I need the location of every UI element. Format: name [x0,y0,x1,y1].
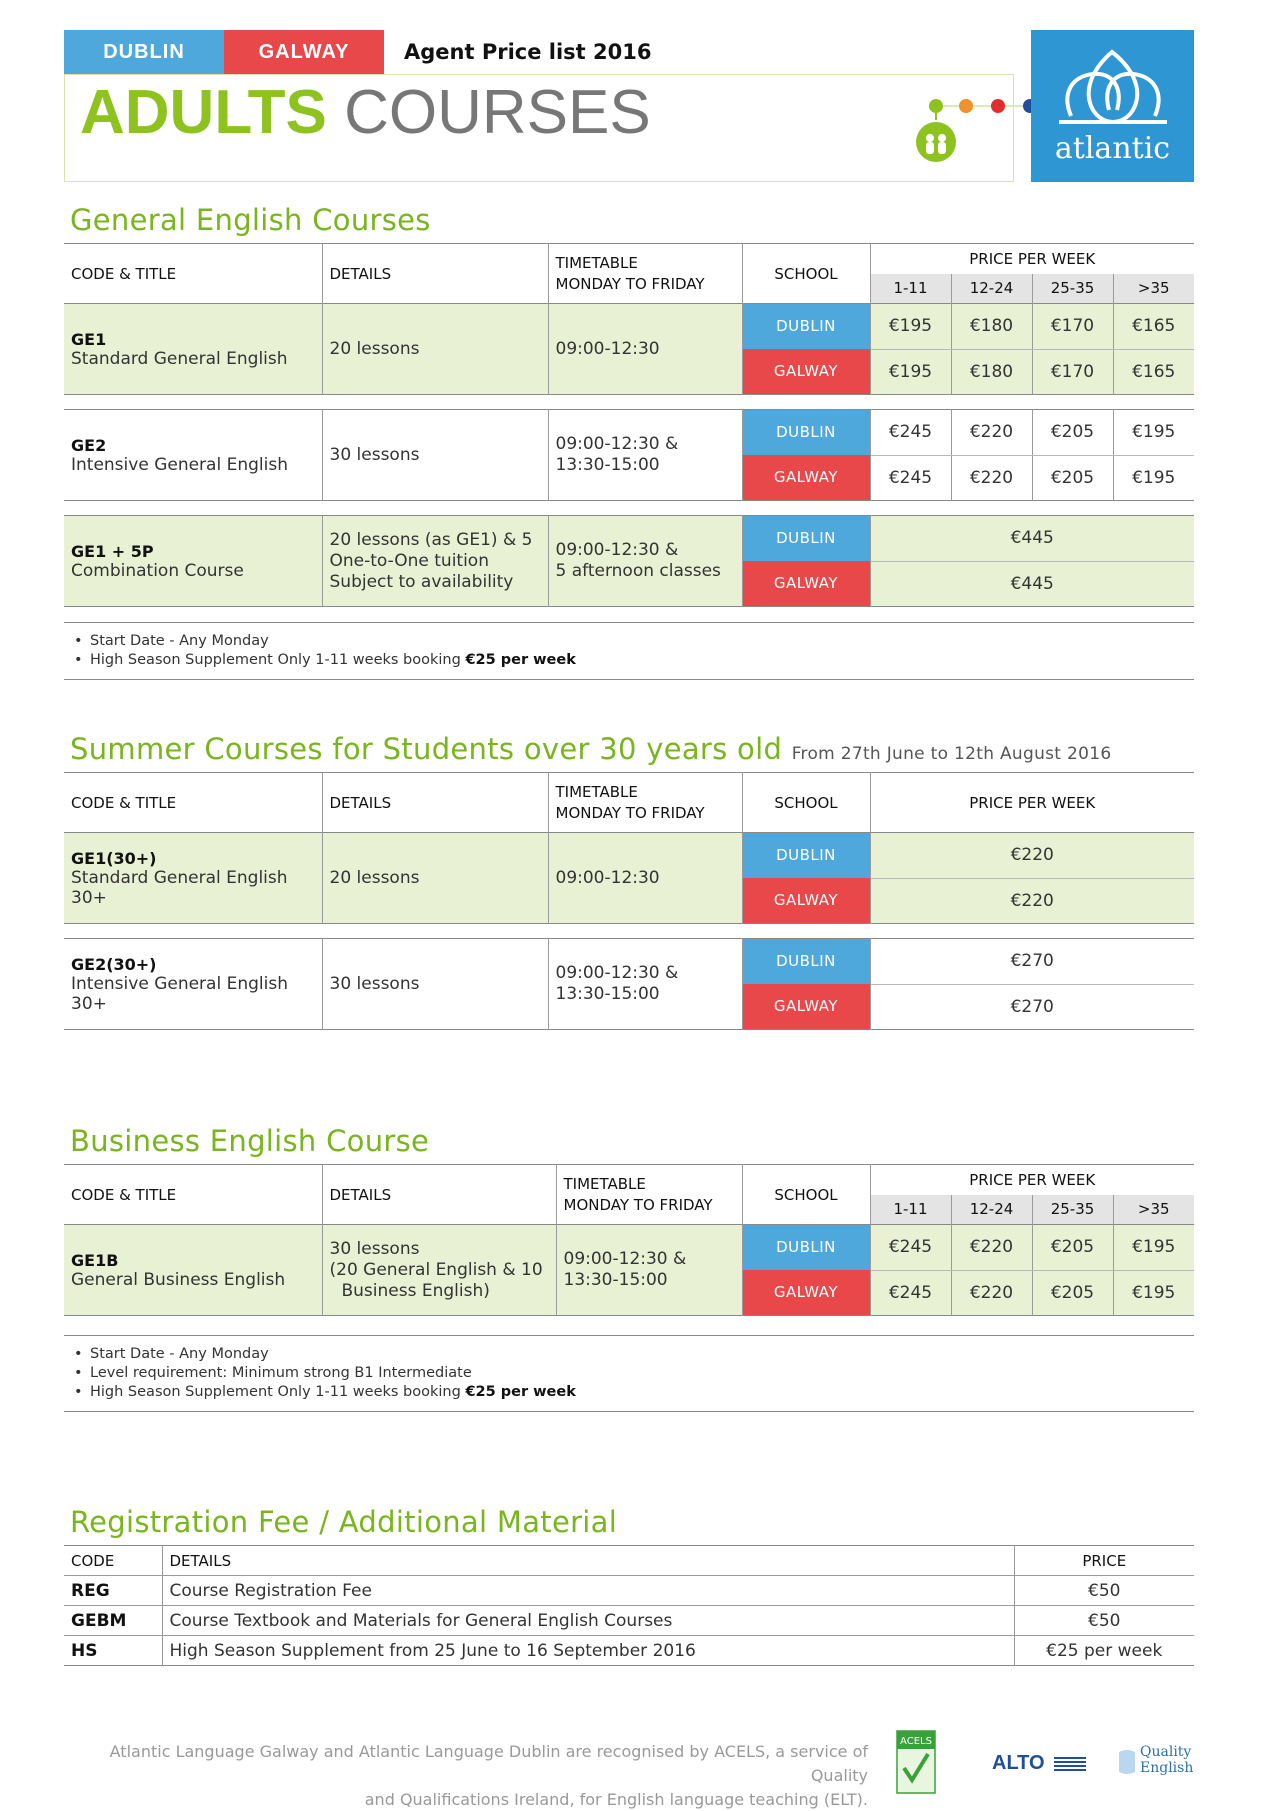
ge5p-dublin-cell [742,516,870,562]
general-notes [64,622,1194,680]
table-header-row [64,244,1194,274]
note-bold: €25 per week [465,652,576,668]
ge1-timetable: 09:00-12:30 [548,304,742,395]
ge1b-timetable [556,1225,742,1316]
quality-english-icon [1116,1748,1138,1776]
hs-code: HS [64,1636,162,1666]
ge5p-timetable [548,516,742,607]
ge1b-details [322,1225,556,1316]
footer-line: Atlantic Language Galway and Atlantic Language Dublin are recognised by ACELS, a service of Quality [109,1742,868,1785]
weeks-25-35: 25-35 [1032,274,1113,304]
weeks-12-24: 12-24 [951,1195,1032,1225]
price-cell: €270 [870,939,1194,985]
note-text: High Season Supplement Only 1-11 weeks booking [90,1384,461,1400]
price-cell: €205 [1032,1270,1113,1316]
price-cell: €220 [951,455,1032,501]
timetable-line: 09:00-12:30 & [555,434,679,454]
school-galway-badge: GALWAY [743,984,870,1029]
weeks-1-11: 1-11 [870,274,951,304]
timetable-line: 13:30-15:00 [555,455,660,475]
ge2-code: GE2 [71,435,107,455]
agent-price-list-title: Agent Price list 2016 [404,40,652,64]
logo-text: atlantic [1054,131,1171,166]
quality-english-badge [1116,1744,1196,1780]
col-code-title: CODE & TITLE [64,1165,322,1225]
gebm-details: Course Textbook and Materials for General English Courses [162,1606,1014,1636]
ge2-dublin-cell [742,410,870,456]
timetable-line: 13:30-15:00 [555,984,660,1004]
price-cell: €245 [870,1270,951,1316]
ge2-details: 30 lessons [322,410,548,501]
business-notes [64,1335,1194,1412]
timetable-line: 09:00-12:30 & [555,540,679,560]
ge1-title: Standard General English [71,348,288,369]
price-cell: €220 [951,1225,1032,1271]
col-code: CODE [64,1546,162,1576]
school-dublin-badge: DUBLIN [743,939,870,984]
col-school: SCHOOL [742,1165,870,1225]
ge1-30-galway-cell [742,878,870,924]
ge5p-galway-cell [742,561,870,607]
summer-subtitle: From 27th June to 12th August 2016 [791,744,1112,764]
celtic-knot-icon [1031,30,1194,130]
page-title [80,78,651,147]
table-row [64,1606,1194,1636]
price-cell: €270 [1010,996,1054,1017]
price-cell: €195 [870,349,951,395]
galway-tab: GALWAY [224,30,384,74]
ge1-galway-cell [742,349,870,395]
ge1-details: 20 lessons [322,304,548,395]
ge1-30-code-title [64,833,322,924]
col-price-per-week: PRICE PER WEEK [969,1170,1096,1189]
timetable-line: 13:30-15:00 [563,1270,668,1290]
price-cell: €205 [1032,1225,1113,1271]
ge1-30-timetable: 09:00-12:30 [548,833,742,924]
weeks-25-35: 25-35 [1032,1195,1113,1225]
school-dublin-badge: DUBLIN [743,1225,870,1270]
note-bold: €25 per week [465,1384,576,1400]
note-item: • Start Date - Any Monday [90,1346,1194,1362]
ge2-timetable [548,410,742,501]
alto-label: ALTO [992,1752,1045,1774]
col-price-per-week: PRICE PER WEEK [969,793,1096,812]
ge2-30-galway-cell [742,984,870,1030]
ge5p-title: Combination Course [71,560,244,581]
price-cell: €195 [870,304,951,350]
title-light: COURSES [344,78,651,147]
accreditation-badges [896,1730,1196,1800]
school-galway-badge: GALWAY [743,878,870,923]
ge2-30-details: 30 lessons [322,939,548,1030]
timetable-label-1: TIMETABLE [555,253,638,272]
col-price-per-week: PRICE PER WEEK [969,249,1096,268]
price-cell: €195 [1113,410,1194,456]
table-row [64,1576,1194,1606]
details-line: (20 General English & 10 [329,1259,543,1280]
col-code-title: CODE & TITLE [64,244,322,304]
reg-code: REG [64,1576,162,1606]
ge1-code: GE1 [71,329,107,349]
school-dublin-badge: DUBLIN [743,304,870,349]
col-code-title: CODE & TITLE [64,773,322,833]
page-header [64,30,1194,182]
registration-fee-table [64,1545,1194,1666]
table-header-row [64,1165,1194,1195]
hs-price: €25 per week [1046,1640,1163,1661]
school-galway-badge: GALWAY [743,1270,870,1315]
weeks-12-24: 12-24 [951,274,1032,304]
price-cell: €195 [1113,1225,1194,1271]
ge1-30-code: GE1(30+) [71,848,157,868]
school-galway-badge: GALWAY [743,561,870,606]
general-english-heading: General English Courses [70,203,431,237]
col-school: SCHOOL [742,773,870,833]
col-timetable [548,244,742,304]
table-row [64,939,1194,985]
ge1b-dublin-cell [742,1225,870,1271]
business-english-heading: Business English Course [70,1124,430,1158]
table-row [64,410,1194,456]
ge1b-code-title [64,1225,322,1316]
price-cell: €220 [870,878,1194,924]
school-dublin-badge: DUBLIN [743,516,870,561]
note-item: • Start Date - Any Monday [90,633,1194,649]
general-english-table [64,243,1194,607]
title-bold: ADULTS [80,78,327,147]
price-cell: €165 [1113,349,1194,395]
ge5p-code-title [64,516,322,607]
col-details: DETAILS [322,244,548,304]
table-header-row [64,773,1194,833]
ge2-30-code-title [64,939,322,1030]
price-cell: €170 [1032,304,1113,350]
school-galway-badge: GALWAY [743,455,870,500]
ge2-galway-cell [742,455,870,501]
col-details: DETAILS [322,1165,556,1225]
timetable-label-2: MONDAY TO FRIDAY [563,1195,713,1214]
summer-courses-heading [70,732,1111,766]
ge1b-title: General Business English [71,1269,286,1290]
timetable-label-1: TIMETABLE [555,782,638,801]
table-row [64,833,1194,879]
ge1-30-dublin-cell [742,833,870,879]
timetable-label-1: TIMETABLE [563,1174,646,1193]
price-cell: €180 [951,304,1032,350]
ge2-title: Intensive General English [71,454,288,475]
ge1b-galway-cell [742,1270,870,1316]
price-cell: €220 [870,833,1194,879]
note-item [90,1384,1194,1400]
weeks-1-11: 1-11 [870,1195,951,1225]
price-cell: €245 [870,455,951,501]
weeks-over-35: >35 [1137,1200,1170,1219]
gebm-code: GEBM [64,1606,162,1636]
ge2-30-timetable [548,939,742,1030]
alto-badge [992,1752,1086,1775]
ge2-30-title: Intensive General English 30+ [71,973,288,1014]
ge1-code-title [64,304,322,395]
alto-lines-icon [1054,1757,1086,1771]
registration-fee-heading: Registration Fee / Additional Material [70,1505,618,1539]
col-timetable [556,1165,742,1225]
price-cell: €445 [870,561,1194,607]
details-line: Subject to availability [329,571,514,592]
school-galway-badge: GALWAY [743,349,870,394]
details-line: Business English) [341,1280,490,1301]
col-details: DETAILS [162,1546,1014,1576]
weeks-over-35: >35 [1137,279,1170,298]
table-row [64,1636,1194,1666]
school-dublin-badge: DUBLIN [743,410,870,455]
details-line: One-to-One tuition [329,550,489,571]
timetable-label-2: MONDAY TO FRIDAY [555,274,705,293]
timetable-label-2: MONDAY TO FRIDAY [555,803,705,822]
price-cell: €220 [951,1270,1032,1316]
col-timetable [548,773,742,833]
price-cell: €165 [1113,304,1194,350]
col-school: SCHOOL [742,244,870,304]
footer-line: and Qualifications Ireland, for English language teaching (ELT). [364,1790,868,1809]
price-cell: €180 [951,349,1032,395]
table-row [64,516,1194,562]
price-cell: €245 [870,1225,951,1271]
acels-badge-icon [896,1730,936,1794]
reg-details: Course Registration Fee [162,1576,1014,1606]
col-details: DETAILS [322,773,548,833]
ge5p-code: GE1 + 5P [71,541,154,561]
timetable-line: 09:00-12:30 & [563,1249,687,1269]
summer-courses-table [64,772,1194,1030]
timetable-line: 09:00-12:30 & [555,963,679,983]
ge2-code-title [64,410,322,501]
gebm-price: €50 [1088,1610,1121,1631]
ge1b-code: GE1B [71,1250,119,1270]
footer-text [64,1740,868,1811]
table-header-row [64,1546,1194,1576]
table-row [64,304,1194,350]
table-row [64,1225,1194,1271]
price-cell: €220 [951,410,1032,456]
ge5p-details [322,516,548,607]
details-line: 20 lessons (as GE1) & 5 [329,529,533,550]
price-cell: €205 [1032,410,1113,456]
details-line: 30 lessons [329,1238,420,1259]
price-cell: €445 [870,516,1194,562]
quality-label: Quality [1140,1744,1192,1760]
note-item: • Level requirement: Minimum strong B1 Intermediate [90,1365,1194,1381]
summer-title: Summer Courses for Students over 30 years old [70,732,783,766]
price-cell: €245 [870,410,951,456]
english-label: English [1140,1760,1194,1776]
dublin-tab: DUBLIN [64,30,224,74]
ge2-30-code: GE2(30+) [71,954,157,974]
ge1-30-title: Standard General English 30+ [71,867,288,908]
price-cell: €195 [1132,467,1176,488]
ge2-30-dublin-cell [742,939,870,985]
price-cell: €170 [1032,349,1113,395]
ge1-30-details: 20 lessons [322,833,548,924]
price-cell: €205 [1032,455,1113,501]
col-price: PRICE [1082,1551,1127,1570]
price-cell: €195 [1113,1270,1194,1316]
acels-label: ACELS [900,1736,932,1747]
hs-details: High Season Supplement from 25 June to 16 September 2016 [162,1636,1014,1666]
note-item [90,652,1194,668]
school-dublin-badge: DUBLIN [743,833,870,878]
atlantic-logo [1031,30,1194,182]
note-text: High Season Supplement Only 1-11 weeks booking [90,652,461,668]
reg-price: €50 [1088,1580,1121,1601]
ge1-dublin-cell [742,304,870,350]
business-english-table [64,1164,1194,1316]
timetable-line: 5 afternoon classes [555,561,721,581]
